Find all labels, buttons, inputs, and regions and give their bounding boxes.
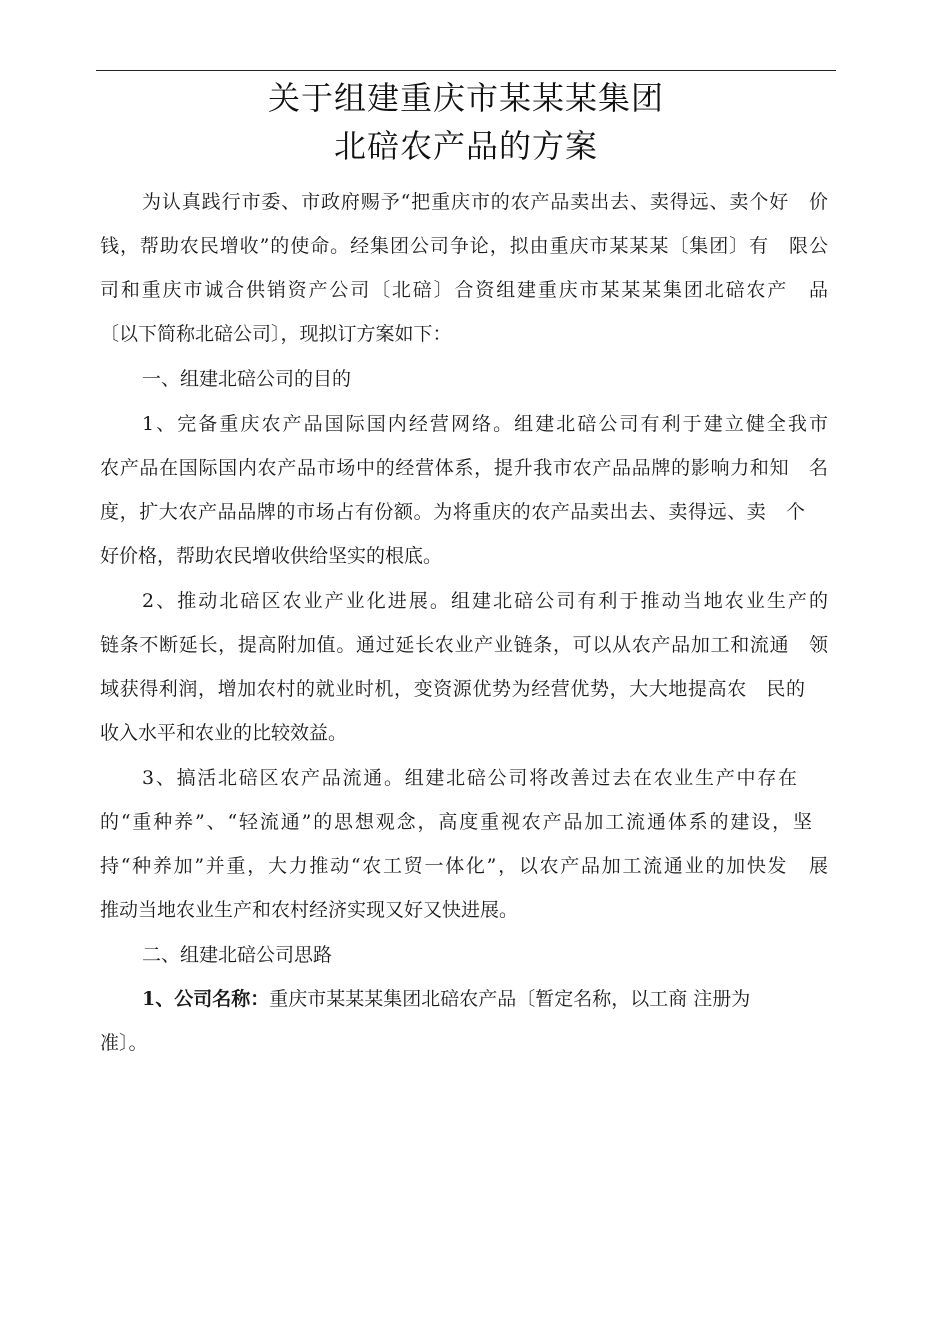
item-1-line-4: 好价格，帮助农民增收供给坚实的根底。 <box>100 545 443 567</box>
item-3-line-3: 持“种养加”并重，大力推动“农工贸一体化”，以农产品加工流通业的加快发 展 <box>100 855 828 877</box>
intro-line-4: 〔以下简称北碚公司〕，现拟订方案如下： <box>100 323 452 345</box>
item-2-line-1: 2、推动北碚区农业产业化进展。组建北碚公司有利于推动当地农业生产的 <box>142 590 828 612</box>
item-2-line-2: 链条不断延长，提高附加值。通过延长农业产业链条，可以从农产品加工和流通 领 <box>100 634 828 656</box>
header-rule <box>96 70 836 71</box>
intro-line-3: 司和重庆市诚合供销资产公司〔北碚〕合资组建重庆市某某某集团北碚农产 品 <box>100 279 828 301</box>
document-title-line-2: 北碚农产品的方案 <box>333 127 598 165</box>
item-3-line-1: 3、搞活北碚区农产品流通。组建北碚公司将改善过去在农业生产中存在 <box>142 767 797 789</box>
item-3-line-4: 推动当地农业生产和农村经济实现又好又快进展。 <box>100 899 519 921</box>
item-1-line-1: 1、完备重庆农产品国际国内经营网络。组建北碚公司有利于建立健全我市 <box>142 413 828 435</box>
item-1-line-2: 农产品在国际国内农产品市场中的经营体系，提升我市农产品品牌的影响力和知 名 <box>100 457 828 479</box>
item-1-line-3: 度，扩大农产品品牌的市场占有份额。为将重庆的农产品卖出去、卖得远、卖 个 <box>100 501 805 523</box>
item-2-line-3: 域获得利润，增加农村的就业时机，变资源优势为经营优势，大大地提高农 民的 <box>100 678 805 700</box>
section-1-heading: 一、组建北碚公司的目的 <box>142 368 352 390</box>
company-name-label: 1、公司名称： <box>142 988 270 1010</box>
item-2-line-4: 收入水平和农业的比较效益。 <box>100 722 348 744</box>
section-2-heading: 二、组建北碚公司思路 <box>142 944 333 966</box>
company-name-row <box>142 986 828 1012</box>
item-3-line-2: 的“重种养”、“轻流通”的思想观念，高度重视农产品加工流通体系的建设，坚 <box>100 811 812 833</box>
company-name-value: 重庆市某某某集团北碚农产品〔暂定名称，以工商 注册为 <box>269 988 751 1010</box>
intro-line-2: 钱，帮助农民增收”的使命。经集团公司争论，拟由重庆市某某某〔集团〕有 限公 <box>100 235 828 257</box>
company-name-tail: 准〕。 <box>100 1032 148 1054</box>
document-title-line-1: 关于组建重庆市某某某集团 <box>267 79 664 117</box>
intro-line-1: 为认真践行市委、市政府赐予“把重庆市的农产品卖出去、卖得远、卖个好 价 <box>142 191 828 213</box>
